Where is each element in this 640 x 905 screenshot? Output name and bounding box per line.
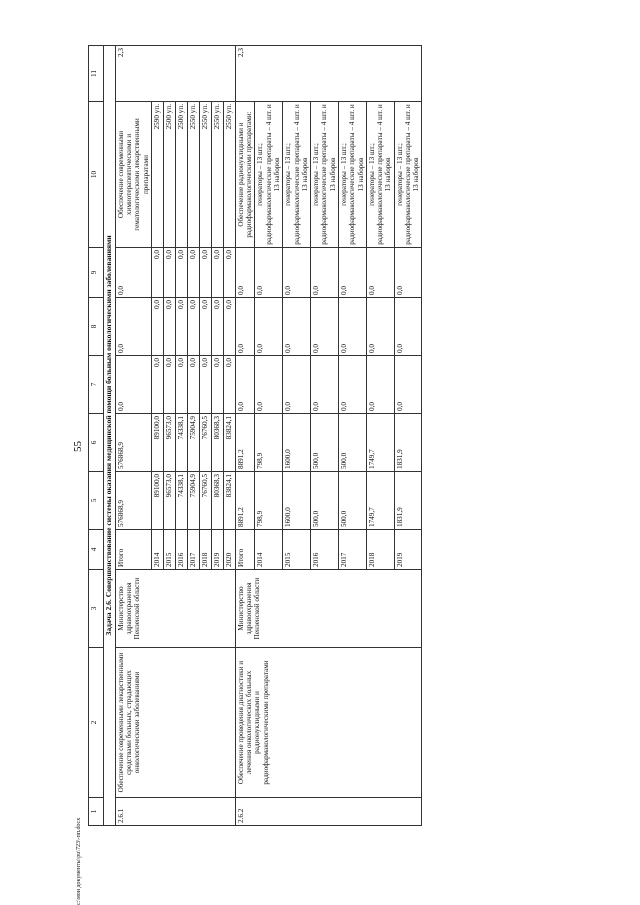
year: 2014: [151, 530, 163, 570]
cell: 0,0: [366, 356, 394, 414]
cell: 0,0: [283, 248, 311, 298]
year: 2017: [338, 530, 366, 570]
col-header: 8: [89, 298, 104, 356]
cell: 83824,1: [223, 472, 235, 530]
cell: 0,0: [187, 298, 199, 356]
cell: 1831,9: [394, 472, 422, 530]
col11: 2,3: [235, 46, 422, 102]
cell: 74338,1: [175, 472, 187, 530]
year: 2015: [283, 530, 311, 570]
cell: 0,0: [394, 248, 422, 298]
cell: 0,0: [235, 298, 255, 356]
cell: 0,0: [255, 248, 283, 298]
cell: 0,0: [394, 356, 422, 414]
cell: 1749,7: [366, 414, 394, 472]
cell: 0,0: [235, 248, 255, 298]
cell: 0,0: [187, 356, 199, 414]
cell: 1831,9: [394, 414, 422, 472]
footer-path: c:\мои документы\pu\723\-пп.docx: [76, 817, 82, 905]
cell: 0,0: [338, 356, 366, 414]
cell: 2500 уп.: [163, 102, 175, 248]
column-number-row: [89, 46, 104, 826]
col-header: 11: [89, 46, 104, 102]
cell: 0,0: [199, 356, 211, 414]
total-label: Итого: [235, 530, 255, 570]
cell: 80368,3: [211, 472, 223, 530]
year: 2017: [187, 530, 199, 570]
cell: 2550 уп.: [223, 102, 235, 248]
row-number: 2.6.2: [235, 798, 422, 826]
table-row: [235, 46, 255, 826]
cell: 798,9: [255, 414, 283, 472]
cell: 0,0: [338, 248, 366, 298]
cell: 80368,3: [211, 414, 223, 472]
cell: 0,0: [115, 356, 151, 414]
cell: 0,0: [366, 248, 394, 298]
total-label: Итого: [115, 530, 151, 570]
cell: 0,0: [211, 298, 223, 356]
cell: 500,0: [338, 414, 366, 472]
indicator: Обеспечение современными химиотерапевтическими и гематологическими лекарственными препаратами: [115, 102, 151, 248]
cell: 0,0: [283, 298, 311, 356]
cell: 0,0: [223, 356, 235, 414]
rotated-table-sheet: [88, 46, 608, 826]
cell: 0,0: [211, 248, 223, 298]
col-header: 10: [89, 102, 104, 248]
table-row: [115, 46, 151, 826]
indicator: Обеспечение радионуклидными и радиофармакологическими препаратами:: [235, 102, 255, 248]
cell: 0,0: [163, 298, 175, 356]
cell: 76760,5: [199, 414, 211, 472]
cell: 74338,1: [175, 414, 187, 472]
cell: 500,0: [311, 414, 339, 472]
cell: 0,0: [235, 356, 255, 414]
year: 2015: [163, 530, 175, 570]
cell: генераторы – 13 шт.; радиофармакологические препараты – 4 шт. и 13 наборов: [366, 102, 394, 248]
cell: 89100,0: [151, 414, 163, 472]
cell: 8891,2: [235, 472, 255, 530]
cell: 2550 уп.: [199, 102, 211, 248]
cell: 0,0: [394, 298, 422, 356]
cell: 0,0: [115, 298, 151, 356]
cell: 0,0: [163, 248, 175, 298]
row-name: Обеспечение проведения диагностики и лечения онкологических больных радионуклидными и радиофармакологическими препаратами: [235, 648, 422, 798]
cell: 0,0: [255, 356, 283, 414]
cell: 0,0: [223, 248, 235, 298]
col-header: 1: [89, 798, 104, 826]
col11: 2,3: [115, 46, 235, 102]
col-header: 9: [89, 248, 104, 298]
row-name: Обеспечение современными лекарственными средствами больных, страдающих онкологическими заболеваниями: [115, 648, 235, 798]
cell: генераторы – 13 шт.; радиофармакологические препараты – 4 шт. и 13 наборов: [338, 102, 366, 248]
executor: Министерство здравоохранения Пензенской области: [115, 570, 235, 648]
cell: 0,0: [338, 298, 366, 356]
task-title: Задача 2.6. Совершенствование системы оказания медицинской помощи больным онкологическими заболеваниями: [104, 46, 116, 826]
year: 2014: [255, 530, 283, 570]
cell: 96573,0: [163, 472, 175, 530]
cell: генераторы – 13 шт.; радиофармакологические препараты – 4 шт. и 13 наборов: [394, 102, 422, 248]
cell: 83824,1: [223, 414, 235, 472]
cell: 0,0: [151, 248, 163, 298]
cell: 8891,2: [235, 414, 255, 472]
col-header: 5: [89, 472, 104, 530]
cell: 576868,9: [115, 414, 151, 472]
year: 2020: [223, 530, 235, 570]
year: 2019: [394, 530, 422, 570]
cell: 0,0: [223, 298, 235, 356]
cell: 0,0: [175, 298, 187, 356]
cell: 576868,9: [115, 472, 151, 530]
cell: 89100,0: [151, 472, 163, 530]
cell: 0,0: [175, 248, 187, 298]
cell: 0,0: [199, 298, 211, 356]
cell: 0,0: [255, 298, 283, 356]
col-header: 7: [89, 356, 104, 414]
page-number: 55: [72, 441, 84, 452]
cell: 2550 уп.: [187, 102, 199, 248]
cell: 2500 уп.: [175, 102, 187, 248]
program-table: [88, 45, 422, 826]
row-number: 2.6.1: [115, 798, 235, 826]
cell: 0,0: [151, 356, 163, 414]
cell: 798,9: [255, 472, 283, 530]
year: 2016: [311, 530, 339, 570]
col-header: 6: [89, 414, 104, 472]
col-header: 3: [89, 570, 104, 648]
cell: 1600,0: [283, 414, 311, 472]
cell: 500,0: [311, 472, 339, 530]
year: 2018: [199, 530, 211, 570]
cell: 0,0: [151, 298, 163, 356]
cell: 2590 уп.: [151, 102, 163, 248]
cell: 1749,7: [366, 472, 394, 530]
cell: генераторы – 13 шт.; радиофармакологические препараты – 4 шт. и 13 наборов: [255, 102, 283, 248]
cell: 2550 уп.: [211, 102, 223, 248]
cell: 96573,0: [163, 414, 175, 472]
cell: 0,0: [311, 248, 339, 298]
cell: 0,0: [311, 298, 339, 356]
cell: 500,0: [338, 472, 366, 530]
col-header: 2: [89, 648, 104, 798]
cell: 75904,9: [187, 472, 199, 530]
cell: 0,0: [366, 298, 394, 356]
cell: 0,0: [115, 248, 151, 298]
cell: генераторы – 13 шт.; радиофармакологические препараты – 4 шт. и 13 наборов: [311, 102, 339, 248]
year: 2016: [175, 530, 187, 570]
cell: 76760,5: [199, 472, 211, 530]
year: 2018: [366, 530, 394, 570]
cell: 0,0: [175, 356, 187, 414]
cell: 75904,9: [187, 414, 199, 472]
col-header: 4: [89, 530, 104, 570]
year: 2019: [211, 530, 223, 570]
cell: 0,0: [187, 248, 199, 298]
cell: 0,0: [211, 356, 223, 414]
cell: генераторы – 13 шт.; радиофармакологические препараты – 4 шт. и 13 наборов: [283, 102, 311, 248]
executor: Министерство здравоохранения Пензенской области: [235, 570, 422, 648]
cell: 0,0: [283, 356, 311, 414]
cell: 1600,0: [283, 472, 311, 530]
cell: 0,0: [163, 356, 175, 414]
cell: 0,0: [199, 248, 211, 298]
cell: 0,0: [311, 356, 339, 414]
